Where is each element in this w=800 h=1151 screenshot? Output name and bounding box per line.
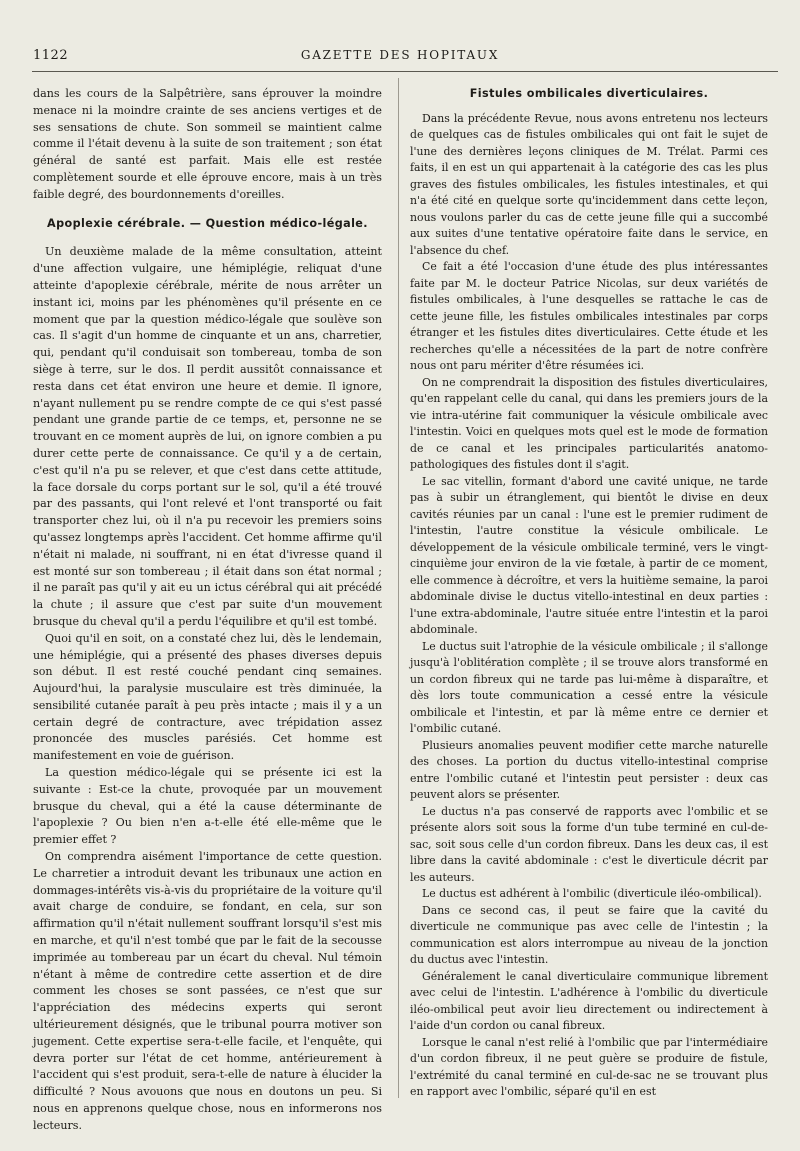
paragraph: Le ductus suit l'atrophie de la vésicule ombilicale ; il s'allonge jusqu'à l'oblitération complète ; il se trouve alors transformé en un cordon fibreux qui ne tarde pas lui-même à disparaître, et dès lors toute communication a cessé entre la vésicule ombilicale et l'intestin, et par là même entre ce dernier et l'ombilic cutané.	[410, 639, 768, 735]
column-divider	[398, 78, 399, 1098]
paragraph: Dans ce second cas, il peut se faire que la cavité du diverticule ne communique pas avec celle de l'intestin ; la communication est alors interrompue au niveau de la jonction du ductus avec l'intestin.	[410, 903, 768, 966]
paragraph: La question médico-légale qui se présente ici est la suivante : Est-ce la chute, provoquée par un mouvement brusque du cheval, qui a été la cause déterminante de l'apoplexie ? Ou bien n'en a-t-elle été elle-même que le premier effet ?	[33, 766, 382, 847]
paragraph: Plusieurs anomalies peuvent modifier cette marche naturelle des choses. La portion du ductus vitello-intestinal comprise entre l'ombilic cutané et l'intestin peut persister : deux cas peuvent alors se présenter.	[410, 738, 768, 801]
paragraph: Lorsque le canal n'est relié à l'ombilic que par l'intermédiaire d'un cordon fibreux, il ne peut guère se produire de fistule, l'extrémité du canal terminé en cul-de-sac ne se trouvant plus en rapport avec l'ombilic, séparé qu'il en est	[410, 1035, 768, 1098]
journal-title: GAZETTE DES HOPITAUX	[300, 48, 500, 62]
paragraph: Quoi qu'il en soit, on a constaté chez lui, dès le lendemain, une hémiplégie, qui a présenté des phases diverses depuis son début. Il est resté couché pendant cinq semaines. Aujourd'hui, la paralysie musculaire est très diminuée, la sensibilité cutanée paraît à peu près intacte ; mais il y a un certain degré de contracture, avec trépidation assez prononcée des muscles parésiés. Cet homme est manifestement en voie de guérison.	[33, 631, 382, 763]
paragraph: Généralement le canal diverticulaire communique librement avec celui de l'intestin. L'adhérence à l'ombilic du diverticule iléo-ombilical peut avoir lieu directement ou indirectement à l'aide d'un cordon ou canal fibreux.	[410, 969, 768, 1032]
paragraph: On ne comprendrait la disposition des fistules diverticulaires, qu'en rappelant celle du canal, qui dans les premiers jours de la vie intra-utérine fait communiquer la vésicule ombilicale avec l'intestin. Voici en quelques mots quel est le mode de formation de ce canal et les principales particularités anatomo-pathologiques des fistules dont il s'agit.	[410, 375, 768, 471]
paragraph: Ce fait a été l'occasion d'une étude des plus intéressantes faite par M. le docteur Patrice Nicolas, sur deux variétés de fistules ombilicales, à l'une desquelles se rattache le cas de cette jeune fille, les fistules ombilicales intestinales par corps étranger et les fistules dites diverticulaires. Cette étude et les recherches qu'elle a nécessitées de la part de notre confrère nous ont paru mériter d'être résumées ici.	[410, 260, 768, 372]
paragraph: Le ductus est adhérent à l'ombilic (diverticule iléo-ombilical).	[422, 887, 762, 900]
paragraph: On comprendra aisément l'importance de cette question. Le charretier a introduit devant les tribunaux une action en dommages-intérêts vis-à-vis du propriétaire de la voiture qu'il avait charge de conduire, se fondant, en cela, sur son affirmation qu'il n'était nullement souffrant lorsqu'il s'est mis en marche, et qu'il n'est tombé que par le fait de la secousse imprimée au tombereau par un écart du cheval. Nul témoin n'étant à même de contredire cette assertion et de dire comment les choses se sont passées, ce n'est que sur l'appréciation des médecins experts qui seront ultérieurement désignés, que le tribunal pourra motiver son jugement. Cette expertise sera-t-elle facile, et l'enquête, qui devra porter sur l'état de cet homme, antérieurement à l'accident qui s'est produit, sera-t-elle de nature à élucider la difficulté ? Nous avouons que nous en doutons un peu. Si nous en apprenons quelque chose, nous en informerons nos lecteurs.	[33, 850, 382, 1132]
paragraph: Le ductus n'a pas conservé de rapports avec l'ombilic et se présente alors soit sous la forme d'un tube terminé en cul-de-sac, soit sous celle d'un cordon fibreux. Dans les deux cas, il est libre dans la cavité abdominale : c'est le diverticule décrit par les auteurs.	[410, 804, 768, 884]
section-title-apoplexie: Apoplexie cérébrale. — Question médico-légale.	[47, 216, 368, 230]
header-rule	[32, 71, 778, 72]
page-number: 1122	[33, 48, 69, 63]
left-column	[33, 86, 382, 1135]
paragraph: Dans la précédente Revue, nous avons entretenu nos lecteurs de quelques cas de fistules ombilicales qui ont fait le sujet de l'une des dernières leçons cliniques de M. Trélat. Parmi ces faits, il en est un qui appartenait à la catégorie des cas les plus graves des fistules ombilicales, les fistules intestinales, et qui n'a été cité en quelque sorte qu'incidemment dans cette leçon, nous voulons parler du cas de cette jeune fille qui a succombé aux suites d'une tentative opératoire faite dans le service, en l'absence du chef.	[410, 111, 768, 257]
right-column	[410, 86, 768, 1101]
paragraph: Un deuxième malade de la même consultation, atteint d'une affection vulgaire, une hémiplégie, reliquat d'une atteinte d'apoplexie cérébrale, mérite de nous arrêter un instant ici, moins par les phénomènes qu'il présente en ce moment que par la question médico-légale que soulève son cas. Il s'agit d'un homme de cinquante et un ans, charretier, qui, pendant qu'il conduisait son tombereau, tomba de son siège à terre, sur le dos. Il perdit aussitôt connaissance et resta dans cet état environ une heure et demie. Il ignore, n'ayant nullement pu se rendre compte de ce qui s'est passé pendant une grande partie de ce temps, et, personne ne se trouvant en ce moment auprès de lui, on ignore combien a pu durer cette perte de connaissance. Ce qu'il y a de certain, c'est qu'il n'a pu se relever, et que c'est dans cette attitude, la face dorsale du corps portant sur le sol, qu'il a été trouvé par des passants, qui l'ont relevé et l'ont transporté ou fait transporter chez lui, où il n'a pu recevoir les premiers soins qu'assez longtemps après l'accident. Cet homme affirme qu'il n'était ni malade, ni souffrant, ni en état d'ivresse quand il est monté sur son tombereau ; il était dans son état normal ; il ne paraît pas qu'il y ait eu un ictus cérébral qui ait précédé la chute ; il assure que c'est par suite d'un mouvement brusque du cheval qu'il a perdu l'équilibre et qu'il est tombé.	[33, 245, 382, 628]
section-title-fistules: Fistules ombilicales diverticulaires.	[469, 87, 709, 100]
paragraph: Le sac vitellin, formant d'abord une cavité unique, ne tarde pas à subir un étranglement, qui bientôt le divise en deux cavités réunies par un canal : l'une est le premier rudiment de l'intestin, l'autre constitue la vésicule ombilicale. Le développement de la vésicule ombilicale terminé, vers le vingt-cinquième jour environ de la vie fœtale, à partir de ce moment, elle commence à décroître, et vers la huitième semaine, la paroi abdominale divise le ductus vitello-intestinal en deux parties : l'une extra-abdominale, l'autre située entre l'intestin et la paroi abdominale.	[410, 474, 768, 636]
intro-paragraph: dans les cours de la Salpêtrière, sans éprouver la moindre menace ni la moindre crainte de ses anciens vertiges et de ses sensations de chute. Son sommeil se maintient calme comme il l'était devenu à la suite de son traitement ; son état général de santé est parfait. Mais elle est restée complètement sourde et elle éprouve encore, mais à un très faible degré, des bourdonnements d'oreilles.	[33, 87, 382, 201]
